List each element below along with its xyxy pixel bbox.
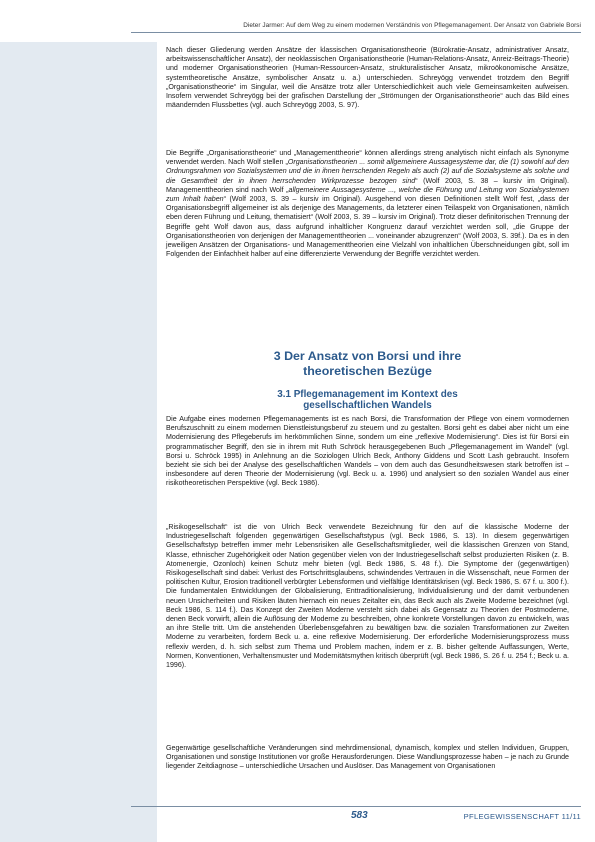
paragraph-5-text: Gegenwärtige gesellschaftliche Veränderungen sind mehrdimensional, dynamisch, komplex und stellen Individuen, Gruppen, Organisationen und sonstige Institutionen vor große Herausforderungen. Diese Wandlungsprozesse haben – je nach zu Grunde liegender Zeitdiagnose – unterschiedliche Ursachen und Auslöser. Das Management von Organisationen [166,744,569,771]
paragraph-5 [166,744,569,772]
p2-part-a: Die Begriffe „Organisationstheorie“ und „Managementtheorie“ können allerdings streng analytisch nicht einfach als Synonyme verwendet werden. Nach Wolf stellen „ [166,149,569,167]
p2-quote-1: Organisationstheorien ... somit allgemeinere Aussagesysteme dar, die (1) sowohl auf den Ordnungsrahmen von Sozialsystemen und die in ihnen herrschenden Regeln als auch (2) auf die Sozialsysteme als solche und die Gesamtheit der in ihnen herrschenden Wirkprozesse bezogen sind [166,158,569,185]
paragraph-4-text: „Risikogesellschaft“ ist die von Ulrich Beck verwendete Bezeichnung für den auf die klassische Moderne der Industriegesellschaft folgenden gegenwärtigen Gesellschaftstypus (vgl. Beck 1986, S. 13). In diesem gegenwärtigen Gesellschaftstyp betreffen immer mehr Lebensrisiken alle Gesellschaftsmitglieder, weil die klassischen Grenzen von Stand, Klasse, ethnischer Zugehörigkeit oder Nation gegenüber vielen von der Industriegesellschaft selbst produzierten Risiken (z. B. Atomenergie, Ozonloch) keinen Schutz mehr bieten (vgl. Beck 1986, S. 48 f.). Die Symptome der (gegenwärtigen) Risikogesellschaft sind dabei: Verlust des Fortschrittsglaubens, schwindendes Vertrauen in die Wissenschaft, neue Formen der politischen Kultur, Erosion traditionell verbürgter Lebensformen und vielfältige Identitätskrisen (vgl. Beck 1986, S. 67 f. u. 300 f.). Die fundamentalen Entwicklungen der Globalisierung, Enttraditionalisierung, Individualisierung und der damit verbundenen neuen Unsicherheiten und Risiken läuten hiernach ein neues Zeitalter ein, das Beck auch als Zweite Moderne bezeichnet (vgl. Beck 1986, S. 114 f.). Das Konzept der Zweiten Moderne versteht sich dabei als Gegensatz zu Theorien der Postmoderne, denen Beck vorwirft, allein die Auflösung der Moderne zu beschreiben, ohne konkrete Vorstellungen davon zu entwickeln, was an ihre Stelle tritt. Um die anstehenden Überlebensgefahren zu bewältigen bzw. die sozialen Transformationen zur Zweiten Moderne zu verarbeiten, fordern Beck u. a. eine reflexive Modernisierung. Der erforderliche Modernisierungsprozess muss reflexiv werden, d. h. sich selbst zum Thema und Problem machen, indem er z. B. bisher geltende Auffassungen, Werte, Normen, Konventionen, Verhaltensmuster und Modernitätsmythen kritisch überprüft (vgl. Beck 1986, S. 26 f. u. 254 f.; Beck u. a. 1996). [166,523,569,670]
page-number: 583 [351,810,368,821]
section-heading-line-1: 3 Der Ansatz von Borsi und ihre [273,349,462,363]
paragraph-1 [166,46,569,110]
section-heading [166,349,569,378]
p2-part-b: “ (Wolf 2003, S. 38 – kursiv im Original). Managementtheorien sind nach Wolf „ [166,176,569,194]
paragraph-3-text: Die Aufgabe eines modernen Pflegemanagements ist es nach Borsi, die Transformation der Pflege von einem vormodernen Berufszuschnitt zu einem modernen Dienstleistungsberuf zu steuern und zu gestalten. Borsi geht es dabei aber nicht um eine Modernisierung des Pflegeberufs im herkömmlichen Sinne, sondern um eine „reflexive Modernisierung“. Dies ist für Borsi ein programmatischer Begriff, den sie in ihrem mit Ruth Schröck herausgegebenen Buch „Pflegemanagement im Wandel“ (vgl. Borsi u. Schröck 1995) in Anlehnung an die Soziologen Ulrich Beck, Anthony Giddens und Scott Lash gebraucht. Insofern bezieht sie sich bei der Analyse des gesellschaftlichen Wandels – von dem auch das Gesundheitswesen stark betroffen ist – insbesondere auf deren Theorie der Modernisierung (vgl. Beck u. a. 1996) und analysiert so den sozialen Wandel aus einer risikotheoretischen Perspektive (vgl. Beck 1986). [166,415,569,488]
sidebar-band [0,42,157,842]
paragraph-1-text: Nach dieser Gliederung werden Ansätze der klassischen Organisationstheorie (Bürokratie-Ansatz, administrativer Ansatz, arbeitswissenschaftlicher Ansatz), der neoklassischen Organisationstheorie (Human-Relations-Ansatz, Anreiz-Beitrags-Theorie) und moderner Organisationstheorien (Human-Ressourcen-Ansatz, strukturalistischer Ansatz, mikroökonomische Ansätze, systemtheoretische Ansätze, symbolischer Ansatz u. a.) unterschieden. Schreyögg verwendet trotzdem den Begriff „Organisationstheorie“ im Singular, weil die Ansätze trotz aller Unterschiedlichkeit auch viele Gemeinsamkeiten aufweisen. Insofern verwendet Schreyögg bei der grafischen Darstellung der „Strömungen der Organisationstheorie“ auch das Bild eines mäandernden Flussbettes (vgl. auch Schreyögg 2003, S. 97). [166,46,569,110]
paragraph-2 [166,149,569,259]
paragraph-4 [166,523,569,670]
journal-name: PFLEGEWISSENSCHAFT 11/11 [463,812,581,821]
p2-part-c: “ (Wolf 2003, S. 39 – kursiv im Original). Ausgehend von diesen Definitionen stellt Wolf fest, „dass der Organisationsbegriff allgemeiner ist als derjenige des Managements, da letzterer einen Teilaspekt von Organisationen, nämlich eben deren Führung und Leitung, thematisiert“ (Wolf 2003, S. 39 – kursiv im Original). Trotz dieser definitorischen Trennung der Begriffe geht Wolf davon aus, dass aufgrund inhaltlicher Kongruenz darauf verzichtet werden soll, „die Gruppe der Organisationstheorien von derjenigen der Managementtheorien ... voneinander abzugrenzen“ (Wolf 2003, S. 39f.). Da es in den jeweiligen Ansätzen der Organisations- und Managementtheorien eine Vielzahl von inhaltlichen Überschneidungen gibt, soll im Folgenden der Einfachheit halber auf eine differenzierte Verwendung der Begriffe verzichtet werden. [166,195,569,259]
subsection-heading [166,389,569,411]
subsection-heading-line-1: 3.1 Pflegemanagement im Kontext des [277,389,458,400]
header-rule [131,32,581,33]
section-heading-line-2: theoretischen Bezüge [303,363,432,378]
paragraph-2-text [166,149,569,259]
paragraph-3 [166,415,569,489]
subsection-heading-line-2: gesellschaftlichen Wandels [303,400,432,411]
p2-quote-2: allgemeinere Aussagesysteme ..., welche die Führung und Leitung von Sozialsystemen zum Inhalt haben [166,185,569,204]
page-header [0,0,595,34]
footer-rule [131,806,581,807]
running-title: Dieter Jarmer: Auf dem Weg zu einem modernen Verständnis von Pflegemanagement. Der Ansatz von Gabriele Borsi [243,22,581,29]
